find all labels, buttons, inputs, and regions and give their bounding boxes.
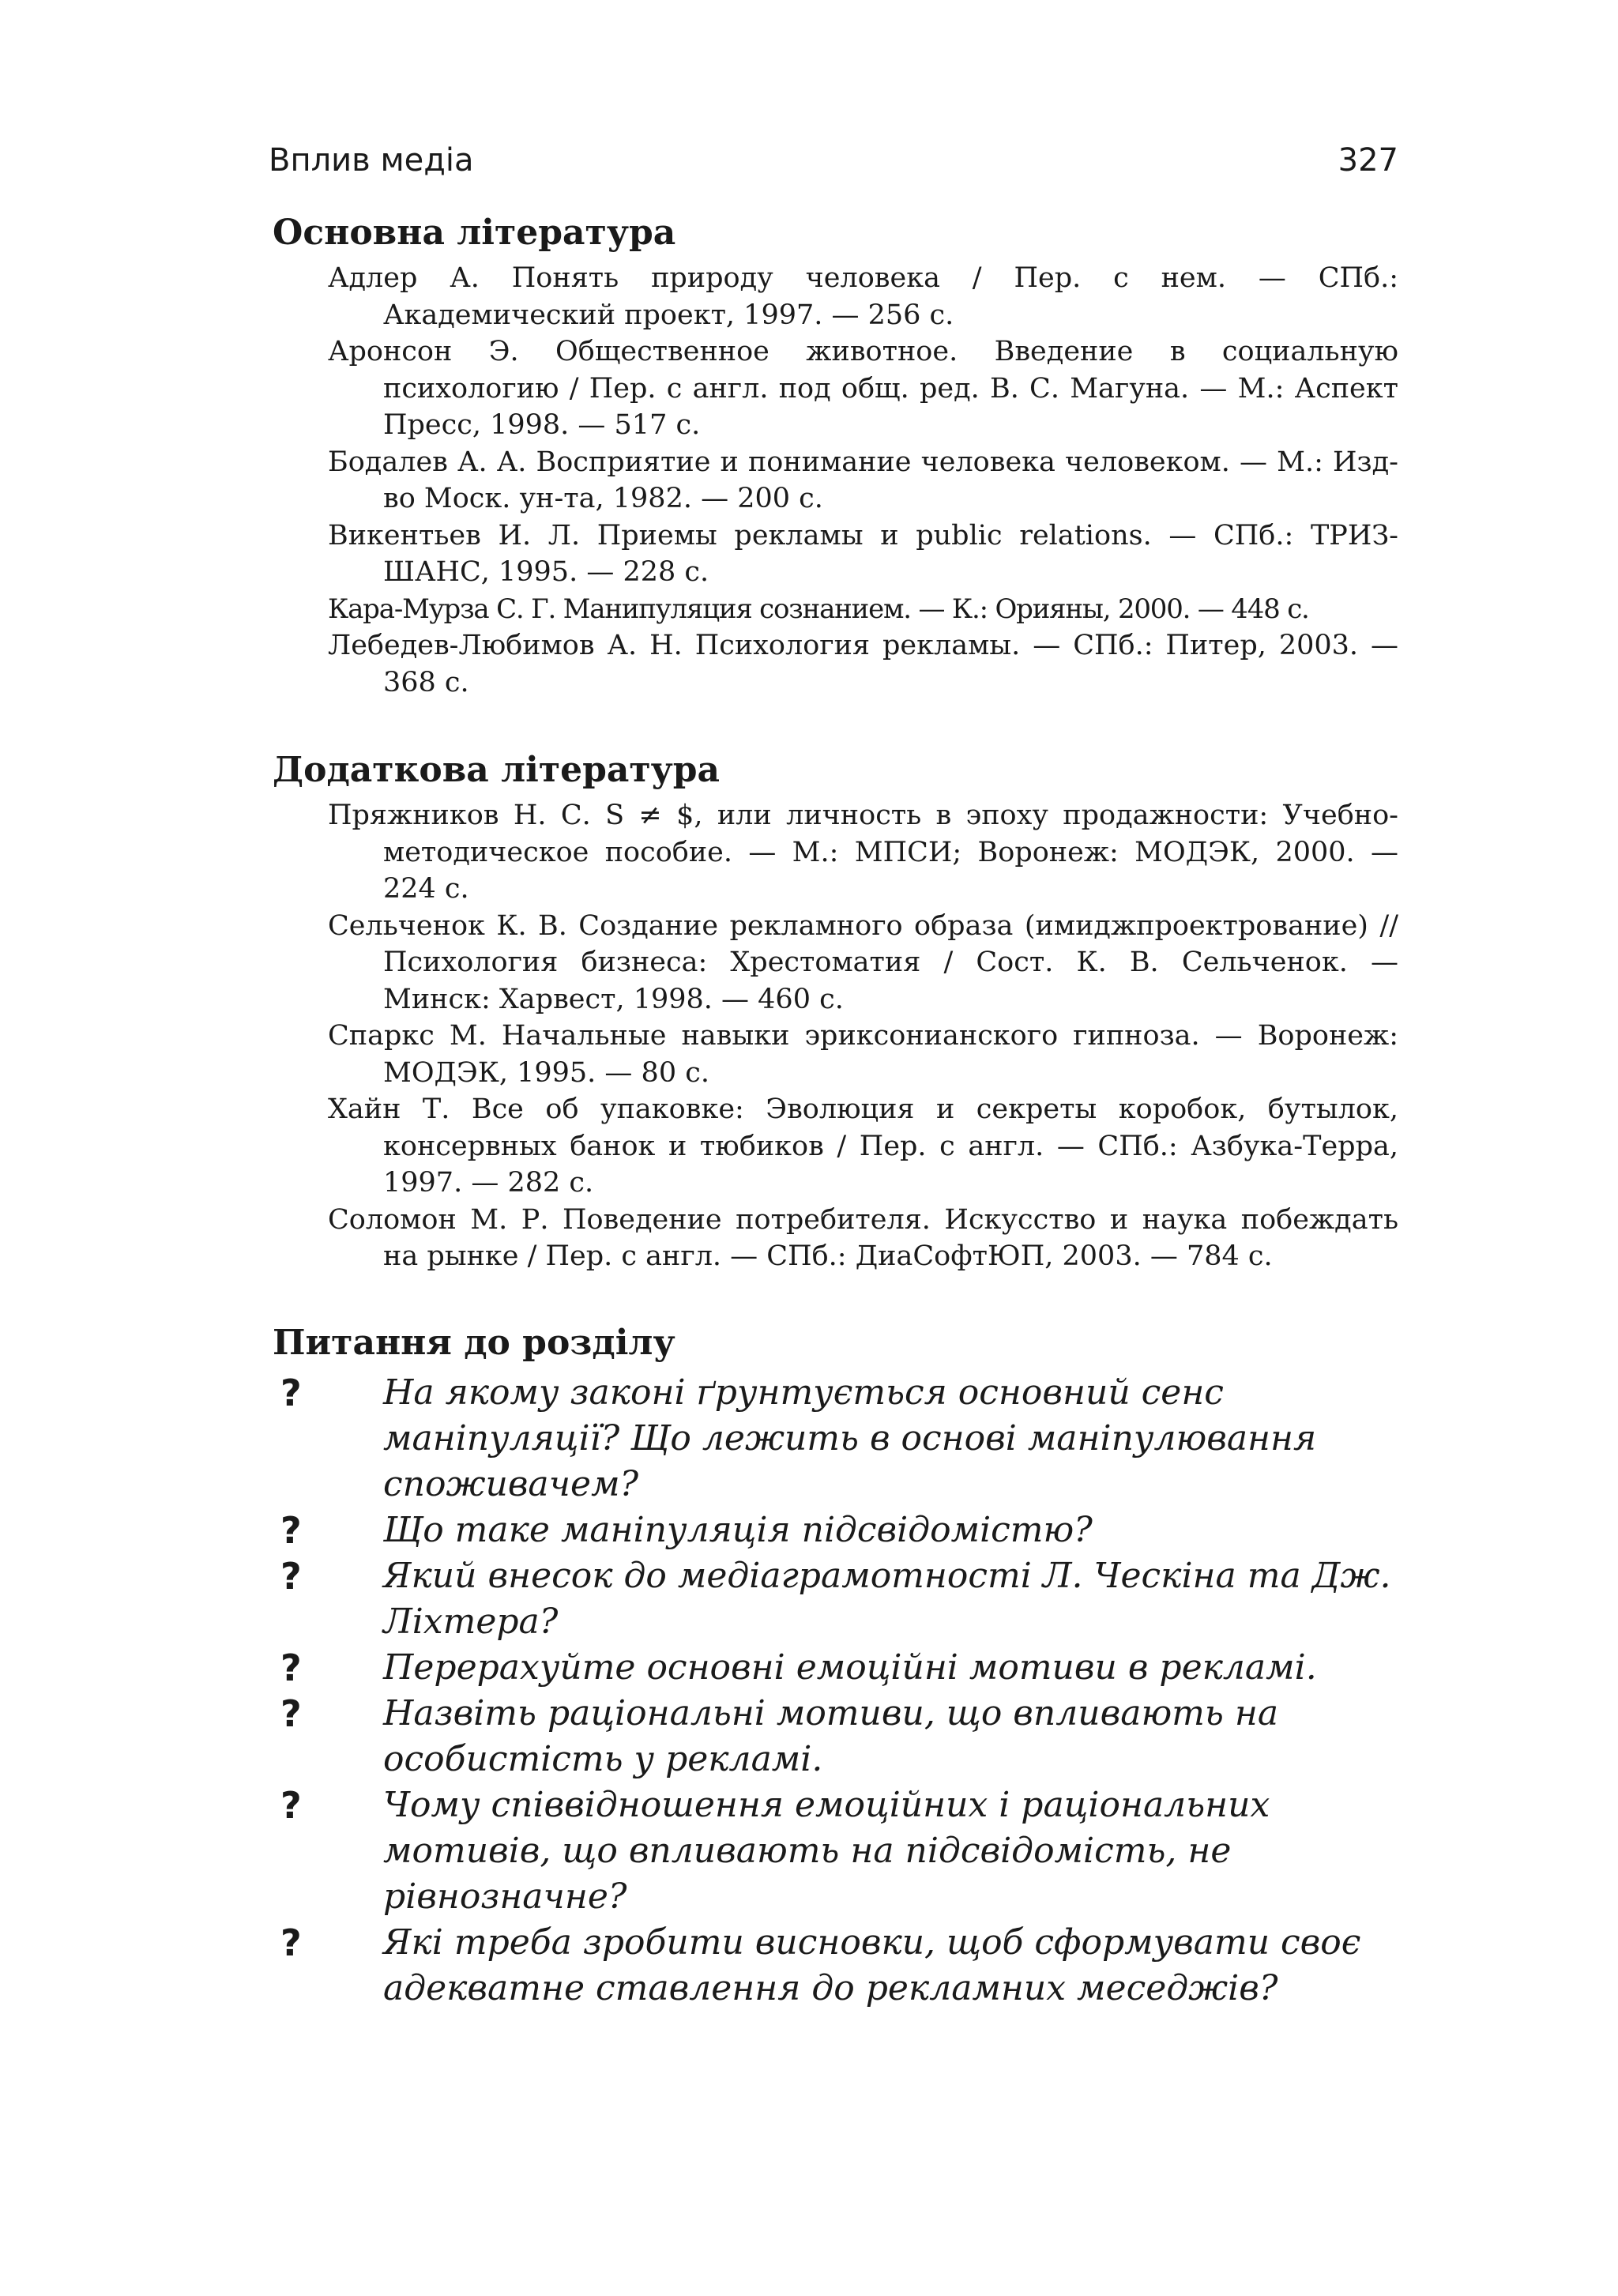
reference-item: Кара-Мурза С. Г. Манипуляция сознанием. — К.: Орияны, 2000. — 448 с.: [328, 593, 1309, 625]
question-text: На якому законі ґрунтується основний сенс маніпуляції? Що лежить в основі маніпулювання споживачем?: [383, 1372, 1317, 1504]
reference-item: Пряжников Н. С. S ≠ $, или личность в эпоху продажности: Учебно-методическое пособие. — М.: МПСИ; Воронеж: МОДЭК, 2000. — 224 с.: [328, 800, 1398, 905]
question-mark-icon: ?: [280, 1921, 302, 1964]
additional-literature-heading: Додаткова література: [273, 750, 721, 790]
question-item: [273, 1507, 1398, 1553]
question-item: [273, 1645, 1398, 1691]
question-text: Що таке маніпуляція підсвідомістю?: [383, 1510, 1093, 1550]
reference-item: Викентьев И. Л. Приемы рекламы и public relations. — СПб.: ТРИЗ-ШАНС, 1995. — 228 с.: [328, 519, 1398, 588]
questions-heading: Питання до розділу: [273, 1323, 675, 1363]
question-mark-icon: ?: [280, 1692, 302, 1735]
reference-item: Адлер А. Понять природу человека / Пер. с нем. — СПб.: Академический проект, 1997. — 256 с.: [328, 262, 1398, 331]
question-mark-icon: ?: [280, 1784, 302, 1827]
question-text: Який внесок до медіаграмотності Л. Ческіна та Дж. Ліхтера?: [383, 1556, 1391, 1642]
question-item: [273, 1370, 1398, 1507]
reference-item: Бодалев А. А. Восприятие и понимание человека человеком. — М.: Изд-во Моск. ун-та, 1982. — 200 с.: [328, 446, 1398, 514]
questions-list: [273, 1370, 1398, 2012]
main-literature-section: [273, 209, 1398, 701]
main-literature-heading: Основна література: [273, 213, 676, 253]
additional-literature-list: [273, 797, 1398, 1275]
question-mark-icon: ?: [280, 1555, 302, 1598]
question-text: Назвіть раціональні мотиви, що впливають на особистість у рекламі.: [383, 1693, 1279, 1779]
question-mark-icon: ?: [280, 1647, 302, 1689]
reference-item: Хайн Т. Все об упаковке: Эволюция и секреты коробок, бутылок, консервных банок и тюбиков / Пер. с англ. — СПб.: Азбука-Терра, 1997. — 282 с.: [328, 1093, 1398, 1199]
question-item: [273, 1691, 1398, 1782]
reference-item: Сельченок К. В. Создание рекламного образа (имиджпроектрование) // Психология бизнеса: Хрестоматия / Сост. К. В. Сельченок. — Минск: Харвест, 1998. — 460 с.: [328, 909, 1398, 1015]
page-number: 327: [1338, 142, 1398, 179]
question-mark-icon: ?: [280, 1372, 302, 1414]
page-header: [269, 142, 1398, 190]
question-item: [273, 1782, 1398, 1920]
question-item: [273, 1553, 1398, 1645]
questions-section: [273, 1319, 1398, 2012]
reference-item: Спаркс М. Начальные навыки эриксонианского гипноза. — Воронеж: МОДЭК, 1995. — 80 с.: [328, 1020, 1398, 1089]
reference-item: Аронсон Э. Общественное животное. Введение в социальную психологию / Пер. с англ. под общ. ред. В. С. Магуна. — М.: Аспект Пресс, 1998. — 517 с.: [328, 336, 1398, 441]
reference-item: Лебедев-Любимов А. Н. Психология рекламы. — СПб.: Питер, 2003. — 368 с.: [328, 630, 1398, 698]
question-mark-icon: ?: [280, 1509, 302, 1552]
question-text: Які треба зробити висновки, щоб сформувати своє адекватне ставлення до рекламних меседжів?: [383, 1922, 1361, 2008]
additional-literature-section: [273, 747, 1398, 1275]
running-title: Вплив медіа: [269, 142, 474, 179]
main-literature-list: [273, 260, 1398, 701]
question-item: [273, 1920, 1398, 2012]
question-text: Перерахуйте основні емоційні мотиви в рекламі.: [383, 1647, 1317, 1688]
question-text: Чому співвідношення емоційних і раціональних мотивів, що впливають на підсвідомість, не рівнозначне?: [383, 1785, 1270, 1917]
reference-item: Соломон М. Р. Поведение потребителя. Искусство и наука побеждать на рынке / Пер. с англ. — СПб.: ДиаСофтЮП, 2003. — 784 с.: [328, 1203, 1398, 1272]
